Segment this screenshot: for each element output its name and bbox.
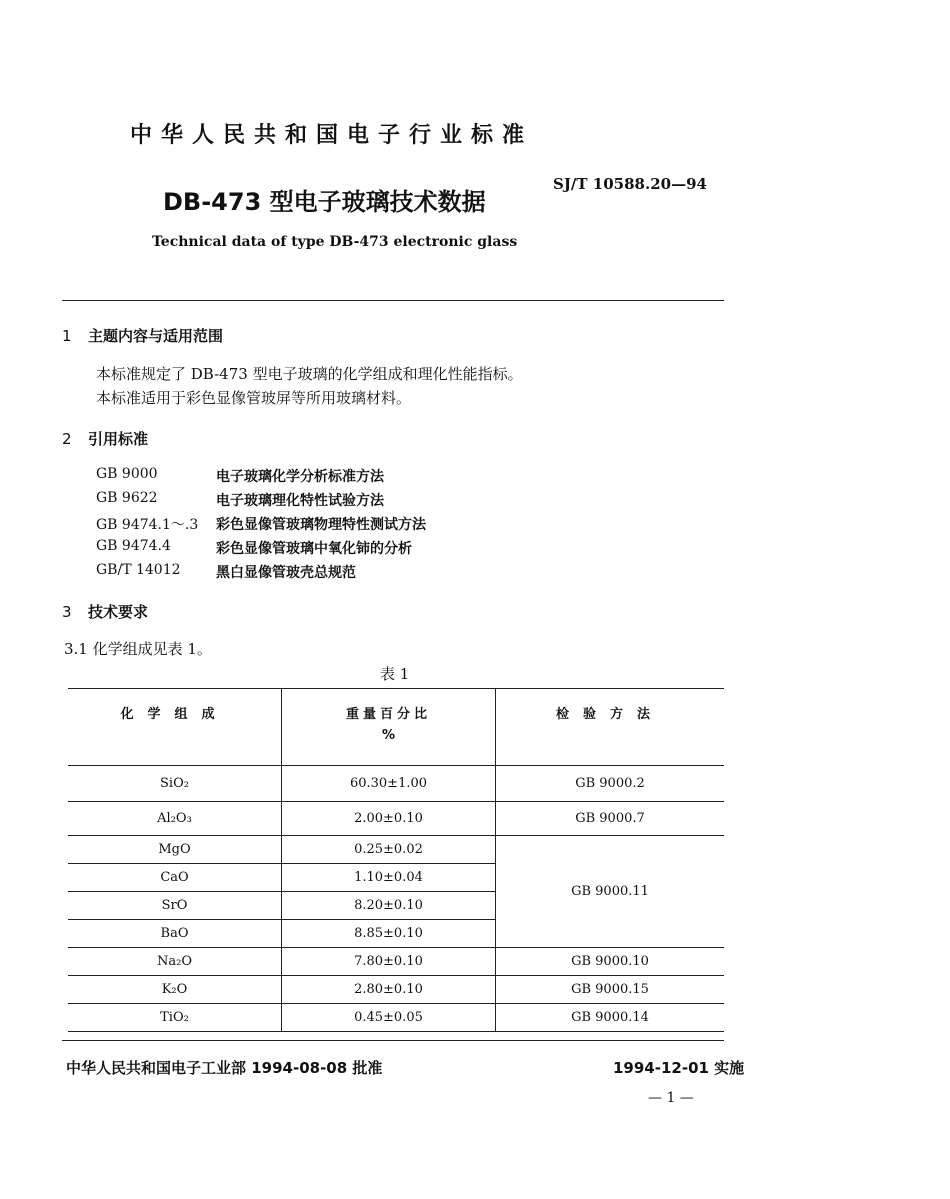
cell-composition: MgO bbox=[68, 836, 282, 864]
section-number: 3 bbox=[62, 603, 72, 621]
approval-statement: 中华人民共和国电子工业部 1994-08-08 批准 bbox=[66, 1059, 383, 1077]
cell-composition: BaO bbox=[68, 920, 282, 948]
paragraph: 本标准规定了 DB-473 型电子玻璃的化学组成和理化性能指标。 bbox=[96, 365, 523, 383]
cell-weight: 0.45±0.05 bbox=[282, 1004, 496, 1032]
cell-method: GB 9000.7 bbox=[496, 802, 725, 836]
reference-code: GB 9000 bbox=[96, 466, 158, 482]
reference-title: 黑白显像管玻壳总规范 bbox=[216, 565, 356, 581]
reference-code: GB/T 14012 bbox=[96, 562, 181, 578]
document-title-cn: DB-473 型电子玻璃技术数据 bbox=[163, 188, 486, 216]
cell-method: GB 9000.2 bbox=[496, 766, 725, 802]
cell-weight: 7.80±0.10 bbox=[282, 948, 496, 976]
cell-composition: Na₂O bbox=[68, 948, 282, 976]
cell-composition: TiO₂ bbox=[68, 1004, 282, 1032]
cell-method: GB 9000.15 bbox=[496, 976, 725, 1004]
header-divider bbox=[62, 300, 724, 301]
section-title: 引用标准 bbox=[88, 430, 149, 448]
effective-date: 1994-12-01 实施 bbox=[613, 1059, 745, 1077]
section-number: 2 bbox=[62, 430, 72, 448]
cell-weight: 8.20±0.10 bbox=[282, 892, 496, 920]
section-2-heading bbox=[62, 428, 148, 449]
header-composition: 化学组成 bbox=[68, 689, 282, 766]
reference-title: 电子玻璃理化特性试验方法 bbox=[216, 493, 384, 509]
cell-method: GB 9000.11 bbox=[496, 836, 725, 948]
cell-composition: Al₂O₃ bbox=[68, 802, 282, 836]
table-row bbox=[68, 1004, 724, 1032]
header-weight-label: 重量百分比 bbox=[345, 707, 431, 722]
reference-title: 彩色显像管玻璃物理特性测试方法 bbox=[216, 517, 426, 533]
composition-table bbox=[68, 688, 724, 1032]
cell-weight: 2.00±0.10 bbox=[282, 802, 496, 836]
cell-weight: 0.25±0.02 bbox=[282, 836, 496, 864]
reference-code: GB 9474.4 bbox=[96, 538, 171, 554]
reference-code: GB 9622 bbox=[96, 490, 158, 506]
section-title: 技术要求 bbox=[88, 603, 149, 621]
cell-composition: SiO₂ bbox=[68, 766, 282, 802]
table-row bbox=[68, 836, 724, 864]
cell-method: GB 9000.14 bbox=[496, 1004, 725, 1032]
standard-code: SJ/T 10588.20—94 bbox=[553, 175, 707, 193]
header-test-method: 检验方法 bbox=[496, 689, 725, 766]
section-number: 1 bbox=[62, 327, 72, 345]
header-weight-percent bbox=[282, 689, 496, 766]
table-header-row bbox=[68, 689, 724, 766]
table-row bbox=[68, 976, 724, 1004]
cell-weight: 2.80±0.10 bbox=[282, 976, 496, 1004]
table-row bbox=[68, 948, 724, 976]
cell-method: GB 9000.10 bbox=[496, 948, 725, 976]
table-row bbox=[68, 802, 724, 836]
cell-composition: K₂O bbox=[68, 976, 282, 1004]
reference-title: 电子玻璃化学分析标准方法 bbox=[216, 469, 384, 485]
cell-weight: 8.85±0.10 bbox=[282, 920, 496, 948]
footer-divider bbox=[62, 1040, 724, 1041]
header-unit: % bbox=[381, 728, 396, 743]
cell-composition: SrO bbox=[68, 892, 282, 920]
cell-weight: 1.10±0.04 bbox=[282, 864, 496, 892]
reference-code: GB 9474.1～.3 bbox=[96, 517, 199, 533]
cell-composition: CaO bbox=[68, 864, 282, 892]
issuing-organization: 中华人民共和国电子行业标准 bbox=[130, 123, 534, 148]
subsection-3-1: 3.1 化学组成见表 1。 bbox=[64, 640, 212, 658]
table-row bbox=[68, 766, 724, 802]
cell-weight: 60.30±1.00 bbox=[282, 766, 496, 802]
section-1-heading bbox=[62, 325, 223, 346]
table-caption: 表 1 bbox=[380, 665, 410, 683]
paragraph: 本标准适用于彩色显像管玻屏等所用玻璃材料。 bbox=[96, 389, 412, 407]
section-3-heading bbox=[62, 601, 148, 622]
document-title-en: Technical data of type DB-473 electronic glass bbox=[152, 234, 518, 250]
page-number: — 1 — bbox=[648, 1090, 694, 1106]
reference-title: 彩色显像管玻璃中氧化铈的分析 bbox=[216, 541, 412, 557]
section-title: 主题内容与适用范围 bbox=[88, 327, 224, 345]
